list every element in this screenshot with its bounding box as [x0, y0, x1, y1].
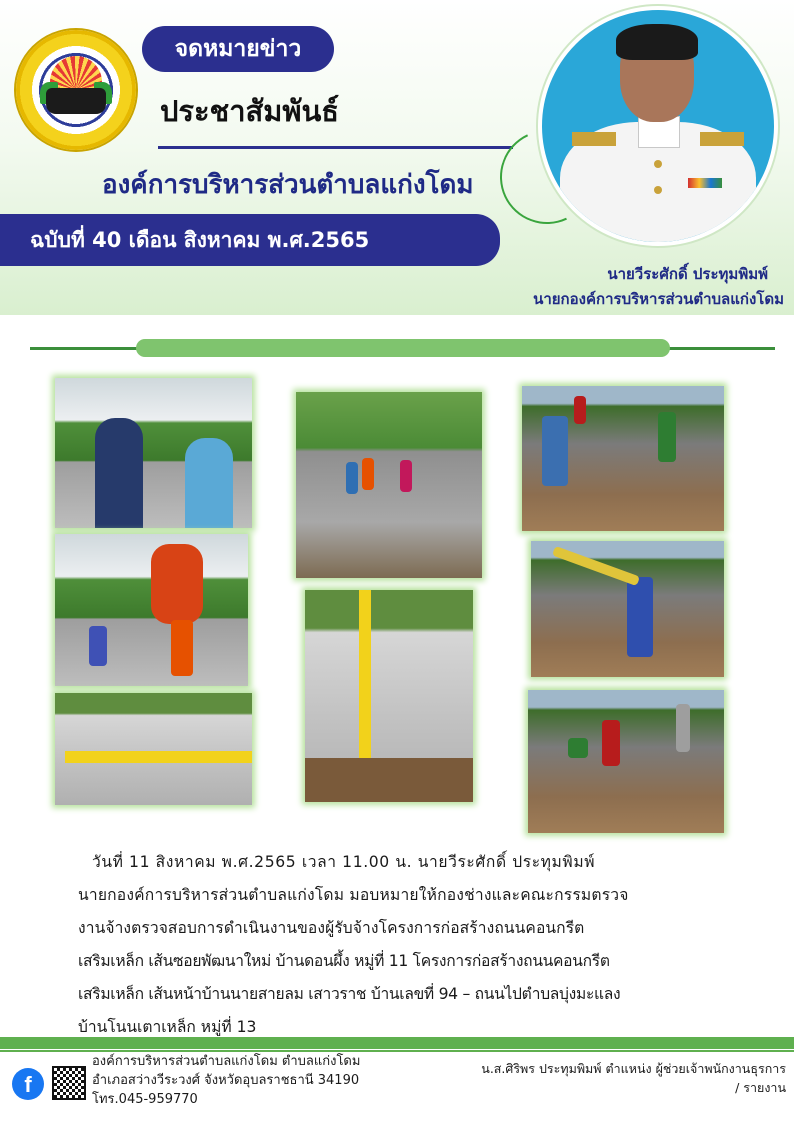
- organization-name: องค์การบริหารส่วนตำบลแก่งโดม: [102, 170, 474, 200]
- photo-worker: [568, 738, 588, 758]
- qr-code-icon: [52, 1066, 86, 1100]
- organization-logo: [16, 30, 136, 150]
- footer-reporter: [481, 1059, 786, 1097]
- photo-worker: [658, 412, 676, 462]
- body-line: บ้านโนนเตาเหล็ก หมู่ที่ 13: [78, 1018, 257, 1036]
- photo-inspectors: [55, 378, 252, 528]
- issue-banner: ฉบับที่ 40 เดือน สิงหาคม พ.ศ.2565: [0, 214, 500, 266]
- photo-chute-pour: [531, 541, 724, 677]
- footer-address: [92, 1052, 360, 1109]
- portrait-hair: [616, 24, 698, 60]
- photo-worker: [676, 704, 690, 752]
- section-divider-pill: [136, 339, 670, 357]
- executive-position: นายกองค์การบริหารส่วนตำบลแก่งโดม: [533, 290, 784, 308]
- title-underline: [158, 146, 513, 149]
- report-label: / รายงาน: [735, 1080, 786, 1095]
- portrait-epaulette-right: [700, 132, 744, 146]
- portrait-ribbon: [688, 178, 722, 188]
- body-line: งานจ้างตรวจสอบการดำเนินงานของผู้รับจ้างโครงการก่อสร้างถนนคอนกรีต: [78, 919, 585, 937]
- body-line: วันที่ 11 สิงหาคม พ.ศ.2565 เวลา 11.00 น. นายวีระศักดิ์ ประทุมพิมพ์: [92, 853, 596, 871]
- portrait-button: [654, 186, 662, 194]
- photo-truck: [151, 544, 203, 624]
- facebook-icon[interactable]: f: [12, 1068, 44, 1100]
- photo-worker: [602, 720, 620, 766]
- photo-worker: [574, 396, 586, 424]
- photo-worker: [346, 462, 358, 494]
- header-banner: [0, 0, 794, 315]
- body-line: เสริมเหล็ก เส้นซอยพัฒนาใหม่ บ้านดอนผึ้ง หมู่ที่ 11 โครงการก่อสร้างถนนคอนกรีต: [78, 952, 610, 970]
- body-line: นายกองค์การบริหารส่วนตำบลแก่งโดม มอบหมายให้กองช่างและคณะกรรมตรวจ: [78, 886, 629, 904]
- photo-worker: [362, 458, 374, 490]
- photo-road-pour: [296, 392, 482, 578]
- footer-phone: โทร.045-959770: [92, 1092, 198, 1107]
- portrait-epaulette-left: [572, 132, 616, 146]
- photo-width-measure: [55, 693, 252, 805]
- reporter-name: น.ส.ศิริพร ประทุมพิมพ์ ตำแหน่ง ผู้ช่วยเจ้าพนักงานธุรการ: [481, 1061, 786, 1076]
- footer-address-line1: องค์การบริหารส่วนตำบลแก่งโดม ตำบลแก่งโดม: [92, 1054, 361, 1069]
- photo-worker: [542, 416, 568, 486]
- footer-address-line2: อำเภอสว่างวีระวงศ์ จังหวัดอุบลราชธานี 34190: [92, 1073, 360, 1088]
- photo-measuring-tape: [65, 751, 252, 763]
- photo-thickness-measure: [305, 590, 473, 802]
- photo-person: [95, 418, 143, 528]
- photo-soil: [305, 758, 473, 802]
- newsletter-tag: จดหมายข่าว: [142, 26, 334, 72]
- footer-bar: [0, 1037, 794, 1049]
- news-body: [78, 846, 762, 1044]
- photo-worker: [171, 620, 193, 676]
- portrait-button: [654, 160, 662, 168]
- photo-concrete-leveling: [522, 386, 724, 531]
- executive-portrait: [538, 6, 778, 246]
- photo-worker: [400, 460, 412, 492]
- photo-mixer-truck: [55, 534, 248, 686]
- photo-chute: [552, 546, 640, 586]
- photo-road-edge: [528, 690, 724, 833]
- photo-worker: [627, 577, 653, 657]
- photo-person: [185, 438, 233, 528]
- photo-worker: [89, 626, 107, 666]
- page-title: ประชาสัมพันธ์: [160, 94, 339, 128]
- logo-hill: [46, 88, 106, 114]
- executive-name: นายวีระศักดิ์ ประทุมพิมพ์: [607, 265, 768, 283]
- body-line: เสริมเหล็ก เส้นหน้าบ้านนายสายลม เสาวราช บ้านเลขที่ 94 – ถนนไปตำบลบุ่งมะแลง: [78, 985, 621, 1003]
- photo-measuring-tape: [359, 590, 371, 770]
